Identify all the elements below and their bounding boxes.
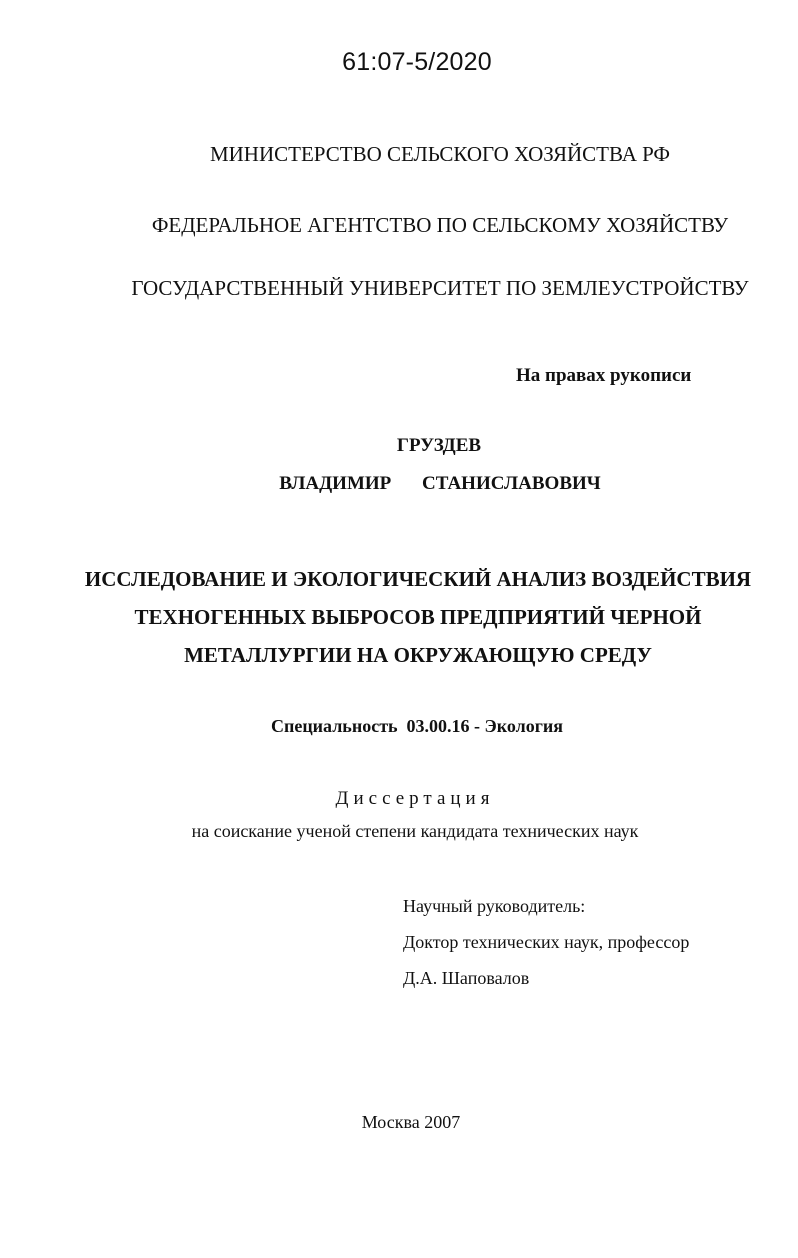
author-surname: ГРУЗДЕВ [396,435,482,456]
ministry-name: МИНИСТЕРСТВО СЕЛЬСКОГО ХОЗЯЙСТВА РФ [209,142,671,166]
degree-sought: на соискание ученой степени кандидата технических наук [191,821,639,841]
university-name: ГОСУДАРСТВЕННЫЙ УНИВЕРСИТЕТ ПО ЗЕМЛЕУСТРОЙСТВУ [131,276,749,300]
manuscript-rights-note: На правах рукописи [516,365,692,386]
thesis-title-line-3: МЕТАЛЛУРГИИ НА ОКРУЖАЮЩУЮ СРЕДУ [184,643,652,667]
supervisor-name: Д.А. Шаповалов [403,968,530,988]
call-number: 61:07-5/2020 [342,48,492,76]
supervisor-credentials: Доктор технических наук, профессор [403,932,690,952]
agency-name: ФЕДЕРАЛЬНОЕ АГЕНТСТВО ПО СЕЛЬСКОМУ ХОЗЯЙСТВУ [151,213,729,237]
author-given-names: ВЛАДИМИР СТАНИСЛАВОВИЧ [279,473,601,494]
thesis-title-line-2: ТЕХНОГЕННЫХ ВЫБРОСОВ ПРЕДПРИЯТИЙ ЧЕРНОЙ [134,605,702,629]
supervisor-label: Научный руководитель: [403,896,586,916]
city-and-year: Москва 2007 [361,1112,461,1132]
thesis-title-line-1: ИССЛЕДОВАНИЕ И ЭКОЛОГИЧЕСКИЙ АНАЛИЗ ВОЗДЕЙСТВИЯ [84,567,752,591]
specialty-line: Специальность 03.00.16 - Экология [270,716,564,736]
work-type: Диссертация [335,788,495,809]
